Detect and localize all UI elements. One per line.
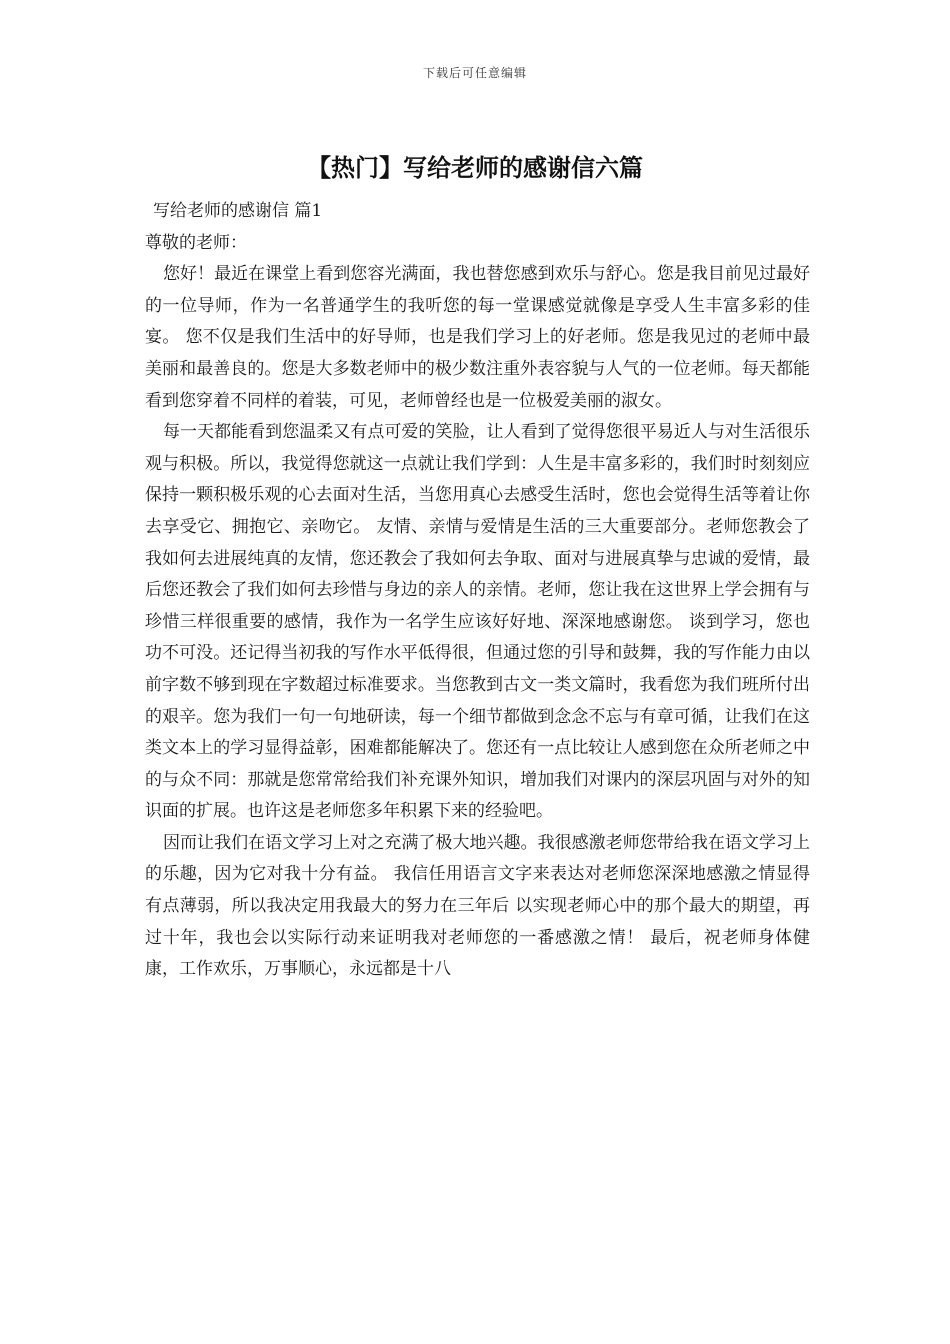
section-heading: 写给老师的感谢信 篇1 bbox=[153, 201, 323, 221]
document-body bbox=[145, 196, 810, 986]
body-paragraph-2: 每一天都能看到您温柔又有点可爱的笑脸，让人看到了觉得您很平易近人与对生活很乐观与积极。所以，我觉得您就这一点就让我们学到：人生是丰富多彩的，我们时时刻刻应保持一颗积极乐观的心去面对生活，当您用真心去感受生活时，您也会觉得生活等着让你去享受它、拥抱它、亲吻它。 友情、亲情与爱情是生活的三大重要部分。老师您教会了我如何去进展纯真的友情，您还教会了我如何去争取、面对与进展真挚与忠诚的爱情，最后您还教会了我们如何去珍惜与身边的亲人的亲情。老师，您让我在这世界上学会拥有与珍惜三样很重要的感情，我作为一名学生应该好好地、深深地感谢您。 谈到学习，您也功不可没。还记得当初我的写作水平低得很，但通过您的引导和鼓舞，我的写作能力由以前字数不够到现在字数超过标准要求。当您教到古文一类文篇时，我看您为我们班所付出的艰辛。您为我们一句一句地研读，每一个细节都做到念念不忘与有章可循，让我们在这类文本上的学习显得益彰，困难都能解决了。您还有一点比较让人感到您在众所老师之中的与众不同：那就是您常常给我们补充课外知识，增加我们对课内的深层巩固与对外的知识面的扩展。也许这是老师您多年积累下来的经验吧。 bbox=[145, 422, 810, 822]
document-title: 【热门】写给老师的感谢信六篇 bbox=[307, 153, 643, 182]
body-paragraph-3: 因而让我们在语文学习上对之充满了极大地兴趣。我很感激老师您带给我在语文学习上的乐趣，因为它对我十分有益。 我信任用语言文字来表达对老师您深深地感激之情显得有点薄弱，所以我决定用我最大的努力在三年后 以实现老师心中的那个最大的期望，再过十年，我也会以实际行动来证明我对老师您的一番感激之情！ 最后，祝老师身体健康，工作欢乐，万事顺心，永远都是十八 bbox=[145, 832, 810, 980]
body-paragraph-1: 您好！最近在课堂上看到您容光满面，我也替您感到欢乐与舒心。您是我目前见过最好的一位导师，作为一名普通学生的我听您的每一堂课感觉就像是享受人生丰富多彩的佳宴。 您不仅是我们生活中的好导师，也是我们学习上的好老师。您是我见过的老师中最美丽和最善良的。您是大多数老师中的极少数注重外表容貌与人气的一位老师。每天都能看到您穿着不同样的着装，可见，老师曾经也是一位极爱美丽的淑女。 bbox=[145, 264, 810, 411]
salutation: 尊敬的老师： bbox=[145, 232, 247, 253]
page-header-note: 下载后可任意编辑 bbox=[422, 66, 527, 80]
